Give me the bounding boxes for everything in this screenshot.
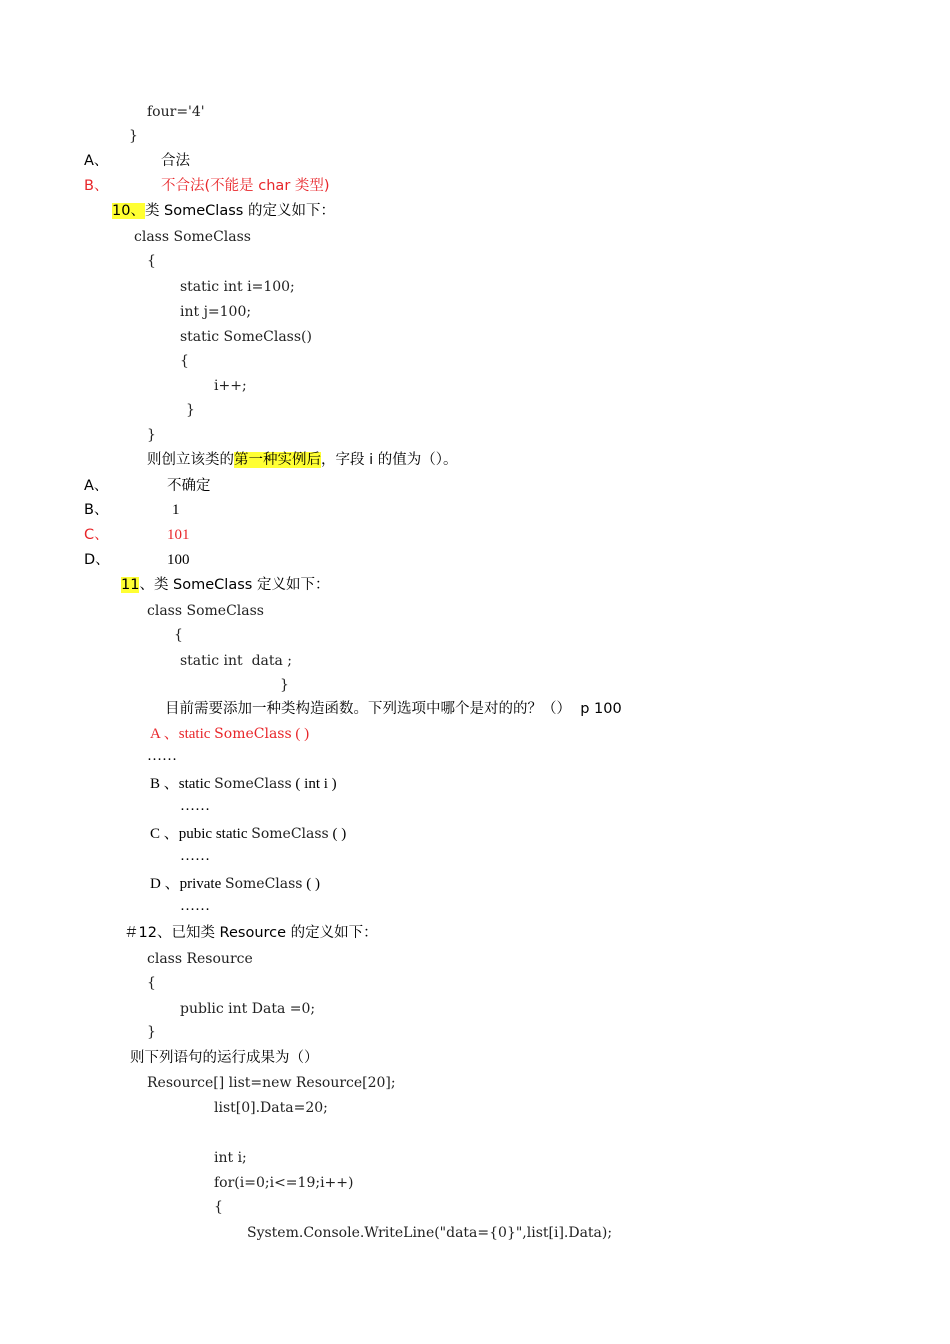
answer-option-text: 101 [167,527,190,543]
code-line: static SomeClass() [180,329,312,345]
highlight-text: 第一种实例后 [234,452,321,468]
code-line: public int Data =0; [180,1001,316,1017]
code-line: } [280,677,289,693]
question-title [121,575,329,595]
option-label: C、 [84,527,109,543]
code-line: static int i=100; [180,279,295,295]
code-line: i++; [214,378,247,394]
code-line: int i; [214,1150,247,1166]
code-line: for(i=0;i<=19;i++) [214,1175,354,1191]
code-line: } [147,427,156,443]
code-line: { [147,975,156,991]
code-line: } [186,402,195,418]
option-ellipsis: …… [180,898,210,914]
question-text-part: ，字段 i 的值为（）。 [321,452,458,468]
option-label: B、 [84,502,109,518]
question-text: 则下列语句的运行成果为（） [130,1050,319,1066]
option [150,874,320,894]
option-args: ( ) [302,876,320,892]
question-title-text: 类 SomeClass 的定义如下： [144,203,335,219]
answer-option-text: 不合法(不能是 char 类型) [161,178,330,194]
option [150,824,346,844]
answer-option [150,724,309,744]
code-line: int j=100; [180,304,252,320]
code-line: { [147,253,156,269]
option-class: SomeClass [251,826,329,842]
code-line: list[0].Data=20; [214,1100,328,1116]
option-label: C 、 [150,826,179,842]
option-class: SomeClass [214,776,292,792]
question-text: 目前需要添加一种类构造函数。下列选项中哪个是对的的？（） p 100 [165,701,622,717]
option-class: SomeClass [225,876,303,892]
code-line: System.Console.WriteLine("data={0}",list[i].Data); [247,1225,613,1241]
code-line: } [129,128,138,144]
option-text: 1 [172,502,180,518]
option-keyword: private [179,876,225,892]
option-ellipsis: …… [180,848,210,864]
option-keyword: static [178,776,215,792]
option-label: B、 [84,178,109,194]
option-label: D 、 [150,876,180,892]
option [150,774,337,794]
option-args: ( ) [328,826,347,842]
option-label: A、 [84,478,109,494]
option-keyword: pubic static [178,826,252,842]
question-title [112,201,335,221]
code-line: class SomeClass [134,229,251,245]
option-class: SomeClass [214,726,292,742]
option-text: 合法 [161,153,190,169]
option-ellipsis: …… [147,748,177,764]
option-label: B 、 [150,776,179,792]
option-label: D、 [84,552,110,568]
question-number: 10、 [112,203,145,219]
question-text-part: 则创立该类的 [147,452,234,468]
option-text: 不确定 [167,478,211,494]
option-args: ( ) [291,726,310,742]
option-label: A、 [84,153,109,169]
option-label: A 、 [150,726,179,742]
code-line: { [174,627,183,643]
code-line: four='4' [147,104,205,120]
code-line: Resource[] list=new Resource[20]; [147,1075,396,1091]
option-ellipsis: …… [180,798,210,814]
code-line: { [180,353,189,369]
question-text [147,450,458,470]
code-line: class Resource [147,951,253,967]
question-title: ＃12、已知类 Resource 的定义如下： [124,925,378,941]
question-title-text: 、类 SomeClass 定义如下： [139,577,330,593]
option-text: 100 [167,552,190,568]
code-line: class SomeClass [147,603,264,619]
question-number: 11 [121,577,140,593]
code-line: static int data ; [180,653,293,669]
option-args: ( int i ) [291,776,337,792]
option-keyword: static [178,726,215,742]
code-line: { [214,1199,223,1215]
code-line: } [147,1024,156,1040]
